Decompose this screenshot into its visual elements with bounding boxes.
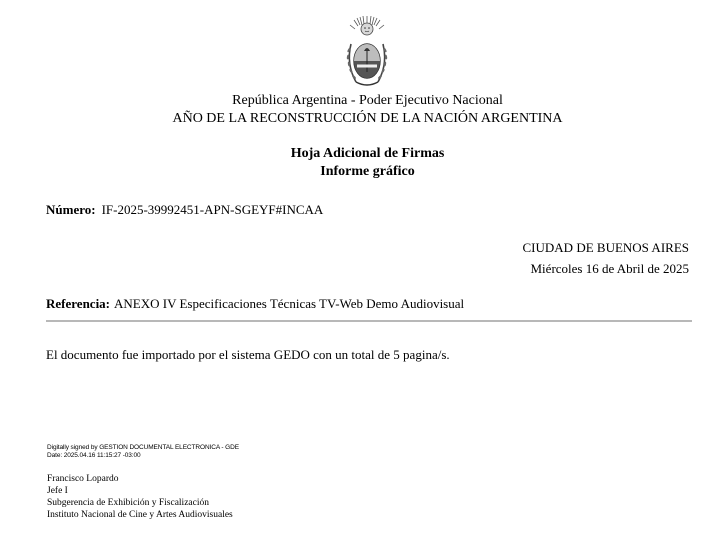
reference-value: ANEXO IV Especificaciones Técnicas TV-Web Demo Audiovisual — [114, 296, 465, 311]
coat-of-arms-argentina-icon — [342, 14, 392, 90]
signer-institute: Instituto Nacional de Cine y Artes Audiovisuales — [47, 510, 233, 520]
document-reference — [46, 296, 464, 312]
signer-unit: Subgerencia de Exhibición y Fiscalización — [47, 498, 209, 508]
document-number — [46, 202, 323, 218]
section-divider — [46, 320, 692, 322]
reference-label: Referencia: — [46, 296, 111, 311]
document-place: CIUDAD DE BUENOS AIRES — [522, 240, 689, 255]
digital-signature-date: Date: 2025.04.16 11:15:27 -03:00 — [47, 451, 141, 459]
document-title: Hoja Adicional de Firmas — [290, 146, 445, 161]
signer-block — [47, 473, 233, 521]
header-government-line: República Argentina - Poder Ejecutivo Nacional — [232, 93, 503, 108]
signer-name: Francisco Lopardo — [47, 474, 119, 484]
digital-signature-stamp — [47, 444, 239, 459]
digital-signature-signed-by: Digitally signed by GESTION DOCUMENTAL ELECTRONICA - GDE — [47, 444, 239, 451]
document-number-value: IF-2025-39992451-APN-SGEYF#INCAA — [101, 202, 324, 217]
document-number-label: Número: — [46, 202, 96, 217]
body-text: El documento fue importado por el sistema GEDO con un total de 5 pagina/s. — [46, 347, 450, 362]
document-subtitle: Informe gráfico — [320, 164, 415, 179]
header-year-motto: AÑO DE LA RECONSTRUCCIÓN DE LA NACIÓN ARGENTINA — [172, 111, 563, 126]
signer-role: Jefe I — [47, 486, 68, 496]
document-date: Miércoles 16 de Abril de 2025 — [530, 261, 689, 276]
